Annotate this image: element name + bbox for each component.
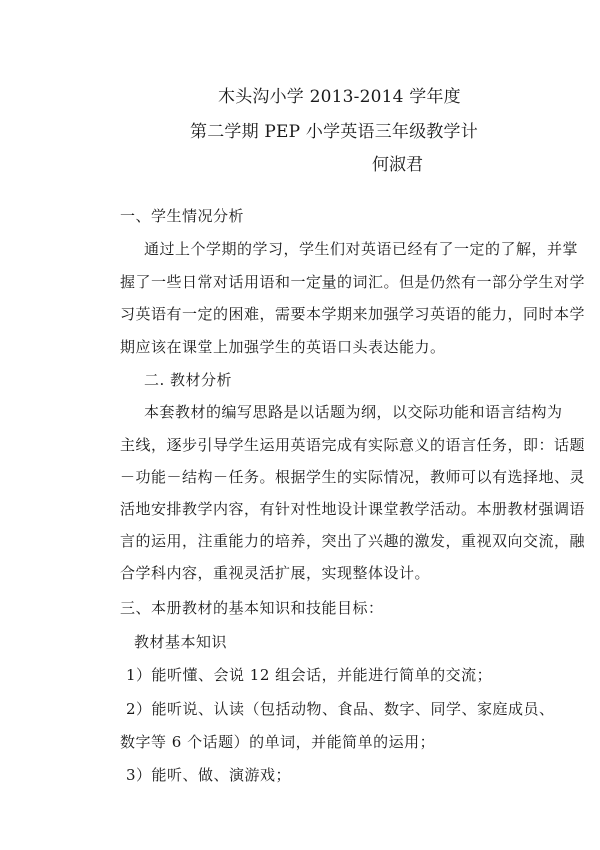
- author-name: 何淑君: [372, 155, 423, 175]
- section3-subheading: 教材基本知识: [134, 633, 228, 651]
- paragraph-line: －功能－结构－任务。根据学生的实际情况，教师可以有选择地、灵: [120, 468, 586, 486]
- paragraph-line: 本套教材的编写思路是以话题为纲，以交际功能和语言结构为: [144, 403, 563, 421]
- section1-heading: 一、学生情况分析: [120, 207, 245, 225]
- paragraph-line: 活地安排教学内容，有针对性地设计课堂教学活动。本册教材强调语: [120, 500, 586, 518]
- paragraph-line: 握了一些日常对话用语和一定量的词汇。但是仍然有一部分学生对学: [120, 273, 586, 291]
- paragraph-line: 期应该在课堂上加强学生的英语口头表达能力。: [120, 338, 446, 356]
- paragraph-line: 通过上个学期的学习，学生们对英语已经有了一定的了解，并掌: [144, 240, 579, 258]
- document-title-line1: 木头沟小学 2013-2014 学年度: [218, 87, 461, 107]
- section3-heading: 三、本册教材的基本知识和技能目标：: [120, 599, 384, 617]
- paragraph-line: 合学科内容，重视灵活扩展，实现整体设计。: [120, 564, 431, 582]
- document-title-line2: 第二学期 PEP 小学英语三年级教学计: [190, 122, 478, 142]
- list-item: 1）能听懂、会说 12 组会话，并能进行简单的交流；: [126, 666, 493, 684]
- list-item: 2）能听说、认读（包括动物、食品、数字、同学、家庭成员、: [126, 700, 555, 718]
- paragraph-line: 习英语有一定的困难，需要本学期来加强学习英语的能力，同时本学: [120, 305, 586, 323]
- list-item-continuation: 数字等 6 个话题）的单词，并能简单的运用；: [120, 733, 436, 751]
- section2-heading: 二. 教材分析: [144, 371, 233, 389]
- list-item: 3）能听、做、演游戏；: [126, 766, 292, 784]
- paragraph-line: 主线，逐步引导学生运用英语完成有实际意义的语言任务，即：话题: [120, 436, 586, 454]
- paragraph-line: 言的运用，注重能力的培养，突出了兴趣的激发，重视双向交流，融: [120, 532, 586, 550]
